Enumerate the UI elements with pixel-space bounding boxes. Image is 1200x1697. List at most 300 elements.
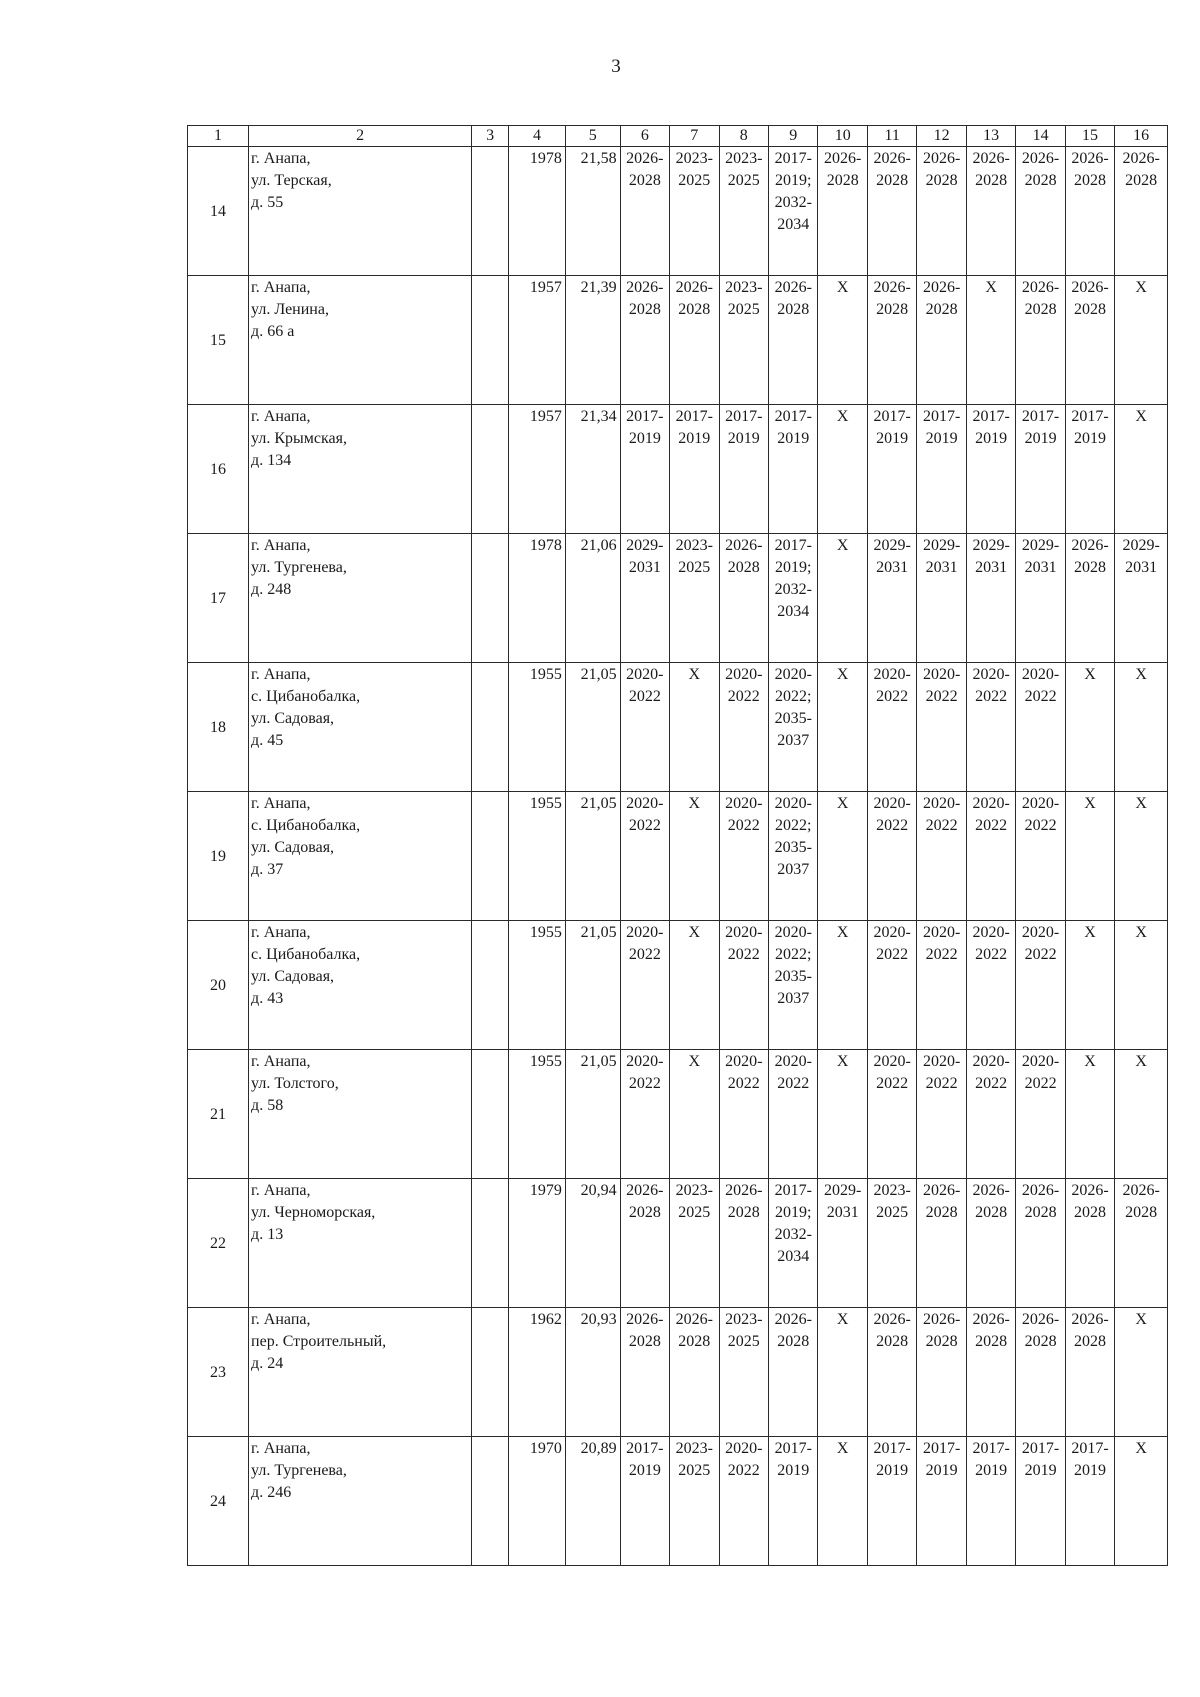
cell-text: 2019	[628, 430, 661, 447]
cell-text: Х	[1135, 924, 1147, 941]
row-number: 19	[188, 792, 249, 921]
column-number-13: 13	[966, 126, 1015, 147]
term-cell-col-8	[719, 792, 768, 921]
cell-text: 2025	[727, 172, 760, 189]
term-cell-col-9	[769, 147, 818, 276]
cell-c3	[472, 921, 509, 1050]
term-cell-col-7	[670, 1050, 719, 1179]
address-cell	[249, 405, 472, 534]
cell-text: 2020-	[1021, 1053, 1060, 1070]
table-row	[188, 792, 1168, 921]
term-cell-col-9	[769, 792, 818, 921]
term-cell-col-8	[719, 921, 768, 1050]
cell-text: Х	[1135, 279, 1147, 296]
table-row	[188, 1308, 1168, 1437]
cell-text: г. Анапа,	[251, 408, 311, 425]
column-number-5: 5	[565, 126, 620, 147]
term-cell-col-7	[670, 534, 719, 663]
cell-text: 2028	[678, 1333, 711, 1350]
term-cell-col-14	[1016, 405, 1065, 534]
term-cell-col-10	[818, 405, 867, 534]
cell-text: Х	[1135, 1440, 1147, 1457]
cell-text: 2028	[975, 1333, 1008, 1350]
term-cell-col-10	[818, 1179, 867, 1308]
term-cell-col-7	[670, 405, 719, 534]
cell-text: 2022	[975, 688, 1008, 705]
term-cell-col-14	[1016, 663, 1065, 792]
term-cell-col-11	[867, 663, 916, 792]
cell-c3	[472, 147, 509, 276]
cell-text: 2023-	[725, 1311, 763, 1328]
cell-text: 2028	[1074, 1204, 1107, 1221]
cell-text: Х	[836, 1440, 849, 1457]
term-cell-col-16	[1115, 147, 1168, 276]
cell-text: 2028	[1024, 301, 1057, 318]
term-cell-col-10	[818, 276, 867, 405]
term-cell-col-14	[1016, 1050, 1065, 1179]
column-number-7: 7	[670, 126, 719, 147]
cell-text: 2022	[727, 1462, 760, 1479]
cell-text: 2020-	[626, 795, 664, 812]
term-cell-col-10	[818, 534, 867, 663]
cell-text: 2020-	[972, 924, 1010, 941]
term-cell-col-12	[917, 1308, 966, 1437]
term-cell-col-6	[620, 1050, 669, 1179]
cell-c4: 1962	[509, 1308, 566, 1437]
cell-text: 2031	[1125, 559, 1158, 576]
cell-text: 2022;	[775, 688, 812, 705]
cell-text: 2028	[876, 301, 909, 318]
term-cell-col-13	[966, 792, 1015, 921]
address-cell	[249, 534, 472, 663]
cell-text: 2020-	[725, 924, 763, 941]
cell-text: 2020-	[873, 795, 911, 812]
term-cell-col-9	[769, 1308, 818, 1437]
cell-c3	[472, 1050, 509, 1179]
cell-text: 2029-	[1021, 537, 1060, 554]
cell-text: д. 55	[251, 194, 284, 211]
cell-text: Х	[1135, 1311, 1147, 1328]
cell-text: 2031	[975, 559, 1008, 576]
term-cell-col-15	[1065, 147, 1114, 276]
cell-text: 2037	[777, 990, 810, 1007]
cell-text: 2022	[1024, 817, 1057, 834]
cell-c5: 21,39	[565, 276, 620, 405]
cell-text: 2017-	[774, 1182, 812, 1199]
cell-text: 2029-	[626, 537, 664, 554]
cell-text: 2017-	[774, 408, 812, 425]
term-cell-col-15	[1065, 1179, 1114, 1308]
cell-text: 2020-	[774, 666, 812, 683]
address-cell	[249, 1179, 472, 1308]
column-number-9: 9	[769, 126, 818, 147]
term-cell-col-8	[719, 663, 768, 792]
term-cell-col-10	[818, 663, 867, 792]
cell-text: 2026-	[972, 150, 1010, 167]
term-cell-col-16	[1115, 276, 1168, 405]
cell-text: 2028	[876, 1333, 909, 1350]
cell-text: Х	[1084, 795, 1096, 812]
cell-text: Х	[836, 279, 849, 296]
cell-text: 2031	[1024, 559, 1057, 576]
term-cell-col-8	[719, 1437, 768, 1566]
cell-text: 2022	[628, 946, 661, 963]
cell-text: 2028	[1074, 1333, 1107, 1350]
term-cell-col-9	[769, 1179, 818, 1308]
cell-text: 2022	[975, 1075, 1008, 1092]
cell-text: 2023-	[675, 537, 713, 554]
cell-text: 2026-	[1021, 1182, 1060, 1199]
cell-c5: 21,05	[565, 921, 620, 1050]
term-cell-col-16	[1115, 921, 1168, 1050]
cell-c4: 1955	[509, 921, 566, 1050]
term-cell-col-13	[966, 147, 1015, 276]
cell-text: г. Анапа,	[251, 1311, 311, 1328]
cell-text: 2019	[1074, 1462, 1107, 1479]
cell-c3	[472, 1179, 509, 1308]
cell-text: 2026-	[1071, 1182, 1109, 1199]
cell-text: 2020-	[972, 795, 1010, 812]
cell-c4: 1955	[509, 663, 566, 792]
cell-text: 2029-	[873, 537, 911, 554]
cell-c3	[472, 276, 509, 405]
term-cell-col-15	[1065, 534, 1114, 663]
table-row	[188, 1437, 1168, 1566]
cell-text: 2026-	[675, 279, 713, 296]
term-cell-col-11	[867, 147, 916, 276]
term-cell-col-9	[769, 921, 818, 1050]
cell-text: 2019	[628, 1462, 661, 1479]
term-cell-col-12	[917, 663, 966, 792]
table-row	[188, 147, 1168, 276]
column-number-row	[188, 126, 1168, 147]
cell-text: с. Цибанобалка,	[251, 817, 361, 834]
address-cell	[249, 147, 472, 276]
cell-c5: 21,05	[565, 1050, 620, 1179]
term-cell-col-11	[867, 1437, 916, 1566]
term-cell-col-7	[670, 276, 719, 405]
cell-text: Х	[836, 666, 849, 683]
cell-text: г. Анапа,	[251, 1440, 311, 1457]
term-cell-col-10	[818, 792, 867, 921]
term-cell-col-9	[769, 1437, 818, 1566]
cell-text: 2017-	[1071, 408, 1109, 425]
cell-text: 2022	[628, 688, 661, 705]
cell-text: 2026-	[774, 279, 812, 296]
term-cell-col-11	[867, 534, 916, 663]
column-number-3: 3	[472, 126, 509, 147]
term-cell-col-14	[1016, 276, 1065, 405]
term-cell-col-10	[818, 1437, 867, 1566]
cell-c3	[472, 534, 509, 663]
term-cell-col-14	[1016, 1179, 1065, 1308]
cell-text: 2022	[777, 1075, 810, 1092]
cell-text: 2019;	[775, 172, 812, 189]
cell-text: 2020-	[873, 666, 911, 683]
term-cell-col-11	[867, 1050, 916, 1179]
term-cell-col-6	[620, 405, 669, 534]
cell-text: 2020-	[922, 666, 961, 683]
cell-text: 2026-	[873, 150, 911, 167]
cell-text: 2019	[678, 430, 711, 447]
term-cell-col-13	[966, 1308, 1015, 1437]
table-body	[188, 147, 1168, 1566]
term-cell-col-9	[769, 405, 818, 534]
cell-text: 2019	[925, 1462, 958, 1479]
cell-text: 2017-	[774, 537, 812, 554]
term-cell-col-14	[1016, 792, 1065, 921]
cell-text: Х	[1135, 666, 1147, 683]
term-cell-col-16	[1115, 1179, 1168, 1308]
term-cell-col-14	[1016, 534, 1065, 663]
cell-text: Х	[1135, 795, 1147, 812]
cell-c3	[472, 663, 509, 792]
cell-text: 2026-	[972, 1182, 1010, 1199]
cell-text: 2020-	[922, 924, 961, 941]
cell-text: 2020-	[626, 1053, 664, 1070]
cell-text: 2032-	[774, 1226, 812, 1243]
term-cell-col-9	[769, 276, 818, 405]
cell-c5: 20,93	[565, 1308, 620, 1437]
cell-text: 2028	[826, 172, 859, 189]
cell-text: 2017-	[774, 150, 812, 167]
cell-text: г. Анапа,	[251, 150, 311, 167]
cell-text: 2035-	[774, 968, 812, 985]
table-row	[188, 921, 1168, 1050]
cell-text: 2022	[975, 817, 1008, 834]
term-cell-col-9	[769, 534, 818, 663]
row-number: 20	[188, 921, 249, 1050]
column-number-15: 15	[1065, 126, 1114, 147]
term-cell-col-15	[1065, 1050, 1114, 1179]
cell-text: 2020-	[774, 1053, 812, 1070]
row-number: 14	[188, 147, 249, 276]
cell-text: 2020-	[626, 666, 664, 683]
cell-text: 2029-	[972, 537, 1010, 554]
term-cell-col-9	[769, 663, 818, 792]
column-number-6: 6	[620, 126, 669, 147]
column-number-11: 11	[867, 126, 916, 147]
term-cell-col-16	[1115, 1437, 1168, 1566]
cell-text: Х	[688, 1053, 701, 1070]
term-cell-col-8	[719, 276, 768, 405]
address-cell	[249, 1437, 472, 1566]
term-cell-col-16	[1115, 1308, 1168, 1437]
cell-text: 2022	[925, 817, 958, 834]
cell-text: 2029-	[1122, 537, 1160, 554]
cell-c4: 1955	[509, 1050, 566, 1179]
cell-text: Х	[836, 537, 849, 554]
cell-text: д. 248	[251, 581, 292, 598]
cell-text: 2019	[727, 430, 760, 447]
cell-text: 2031	[925, 559, 958, 576]
cell-text: 2020-	[1021, 924, 1060, 941]
term-cell-col-16	[1115, 792, 1168, 921]
cell-text: 2017-	[972, 1440, 1010, 1457]
cell-c4: 1979	[509, 1179, 566, 1308]
cell-text: 2022	[1024, 1075, 1057, 1092]
cell-text: 2017-	[922, 408, 961, 425]
cell-text: 2020-	[725, 666, 763, 683]
cell-text: 2026-	[774, 1311, 812, 1328]
table-row	[188, 405, 1168, 534]
cell-text: г. Анапа,	[251, 1053, 311, 1070]
address-cell	[249, 792, 472, 921]
term-cell-col-13	[966, 405, 1015, 534]
cell-text: 2028	[925, 1333, 958, 1350]
cell-text: 2019	[876, 1462, 909, 1479]
cell-text: Х	[1135, 1053, 1147, 1070]
cell-text: 2022	[876, 688, 909, 705]
cell-text: 2025	[876, 1204, 909, 1221]
cell-text: 2023-	[873, 1182, 911, 1199]
cell-text: 2022	[628, 817, 661, 834]
cell-text: 2028	[628, 1333, 661, 1350]
cell-c5: 21,58	[565, 147, 620, 276]
cell-text: 2022	[925, 1075, 958, 1092]
cell-text: 2026-	[1021, 279, 1060, 296]
column-number-4: 4	[509, 126, 566, 147]
cell-text: 2019	[975, 430, 1008, 447]
term-cell-col-6	[620, 276, 669, 405]
table-row	[188, 663, 1168, 792]
term-cell-col-12	[917, 1179, 966, 1308]
term-cell-col-13	[966, 663, 1015, 792]
cell-text: 2019	[1024, 430, 1057, 447]
cell-text: 2028	[777, 1333, 810, 1350]
term-cell-col-16	[1115, 534, 1168, 663]
term-cell-col-15	[1065, 1308, 1114, 1437]
cell-text: 2037	[777, 732, 810, 749]
cell-text: д. 45	[251, 732, 284, 749]
cell-c4: 1978	[509, 534, 566, 663]
term-cell-col-12	[917, 405, 966, 534]
cell-text: 2022	[876, 817, 909, 834]
cell-text: 2035-	[774, 710, 812, 727]
cell-text: Х	[1135, 408, 1147, 425]
cell-text: 2022;	[775, 817, 812, 834]
term-cell-col-13	[966, 1437, 1015, 1566]
cell-text: 2028	[1125, 1204, 1158, 1221]
cell-text: 2020-	[873, 1053, 911, 1070]
term-cell-col-8	[719, 147, 768, 276]
cell-text: 2026-	[626, 150, 664, 167]
cell-text: 2022	[727, 946, 760, 963]
cell-text: 2019;	[775, 559, 812, 576]
cell-text: 2026-	[1021, 150, 1060, 167]
cell-text: ул. Садовая,	[251, 839, 335, 856]
cell-c5: 20,89	[565, 1437, 620, 1566]
cell-text: ул. Толстого,	[251, 1075, 339, 1092]
term-cell-col-7	[670, 1308, 719, 1437]
term-cell-col-6	[620, 663, 669, 792]
term-cell-col-16	[1115, 663, 1168, 792]
cell-text: 2025	[727, 1333, 760, 1350]
cell-text: 2028	[1024, 1333, 1057, 1350]
cell-text: пер. Строительный,	[251, 1333, 387, 1350]
cell-text: 2020-	[922, 1053, 961, 1070]
column-number-12: 12	[917, 126, 966, 147]
cell-text: 2022	[925, 688, 958, 705]
term-cell-col-14	[1016, 1308, 1065, 1437]
term-cell-col-8	[719, 1050, 768, 1179]
cell-text: 2019	[925, 430, 958, 447]
term-cell-col-12	[917, 147, 966, 276]
cell-text: 2026-	[922, 279, 961, 296]
cell-text: 2020-	[972, 1053, 1010, 1070]
term-cell-col-13	[966, 921, 1015, 1050]
cell-text: 2025	[678, 172, 711, 189]
cell-text: 2019;	[775, 1204, 812, 1221]
cell-text: 2017-	[1021, 408, 1060, 425]
table-row	[188, 534, 1168, 663]
cell-c5: 21,34	[565, 405, 620, 534]
term-cell-col-11	[867, 792, 916, 921]
cell-text: 2028	[777, 301, 810, 318]
cell-text: 2031	[876, 559, 909, 576]
cell-text: ул. Садовая,	[251, 968, 335, 985]
term-cell-col-7	[670, 1437, 719, 1566]
cell-text: Х	[688, 924, 701, 941]
cell-text: Х	[1084, 924, 1096, 941]
cell-text: 2031	[628, 559, 661, 576]
term-cell-col-7	[670, 792, 719, 921]
term-cell-col-12	[917, 276, 966, 405]
cell-text: 2020-	[774, 924, 812, 941]
cell-text: 2037	[777, 861, 810, 878]
cell-text: 2026-	[1021, 1311, 1060, 1328]
cell-text: 2020-	[972, 666, 1010, 683]
term-cell-col-15	[1065, 1437, 1114, 1566]
cell-text: 2017-	[873, 408, 911, 425]
cell-c4: 1970	[509, 1437, 566, 1566]
cell-text: 2028	[1074, 172, 1107, 189]
address-cell	[249, 1050, 472, 1179]
term-cell-col-14	[1016, 147, 1065, 276]
term-cell-col-6	[620, 534, 669, 663]
cell-text: 2026-	[725, 1182, 763, 1199]
cell-text: 2022;	[775, 946, 812, 963]
cell-text: 2026-	[626, 1182, 664, 1199]
cell-text: 2019	[777, 430, 810, 447]
cell-text: 2028	[925, 301, 958, 318]
table-row	[188, 1050, 1168, 1179]
cell-c5: 21,05	[565, 663, 620, 792]
cell-c5: 21,06	[565, 534, 620, 663]
row-number: 18	[188, 663, 249, 792]
cell-text: д. 43	[251, 990, 284, 1007]
cell-text: ул. Тургенева,	[251, 1462, 347, 1479]
cell-text: 2031	[826, 1204, 859, 1221]
cell-c5: 21,05	[565, 792, 620, 921]
cell-text: д. 246	[251, 1484, 292, 1501]
term-cell-col-7	[670, 921, 719, 1050]
cell-text: с. Цибанобалка,	[251, 946, 361, 963]
cell-text: 2022	[628, 1075, 661, 1092]
term-cell-col-11	[867, 1308, 916, 1437]
cell-text: Х	[688, 795, 701, 812]
term-cell-col-8	[719, 1179, 768, 1308]
cell-text: 2019	[1074, 430, 1107, 447]
cell-text: д. 24	[251, 1355, 284, 1372]
column-number-10: 10	[818, 126, 867, 147]
term-cell-col-11	[867, 921, 916, 1050]
cell-text: 2035-	[774, 839, 812, 856]
cell-text: 2034	[777, 603, 810, 620]
cell-text: 2017-	[675, 408, 713, 425]
column-number-2: 2	[249, 126, 472, 147]
term-cell-col-13	[966, 1179, 1015, 1308]
